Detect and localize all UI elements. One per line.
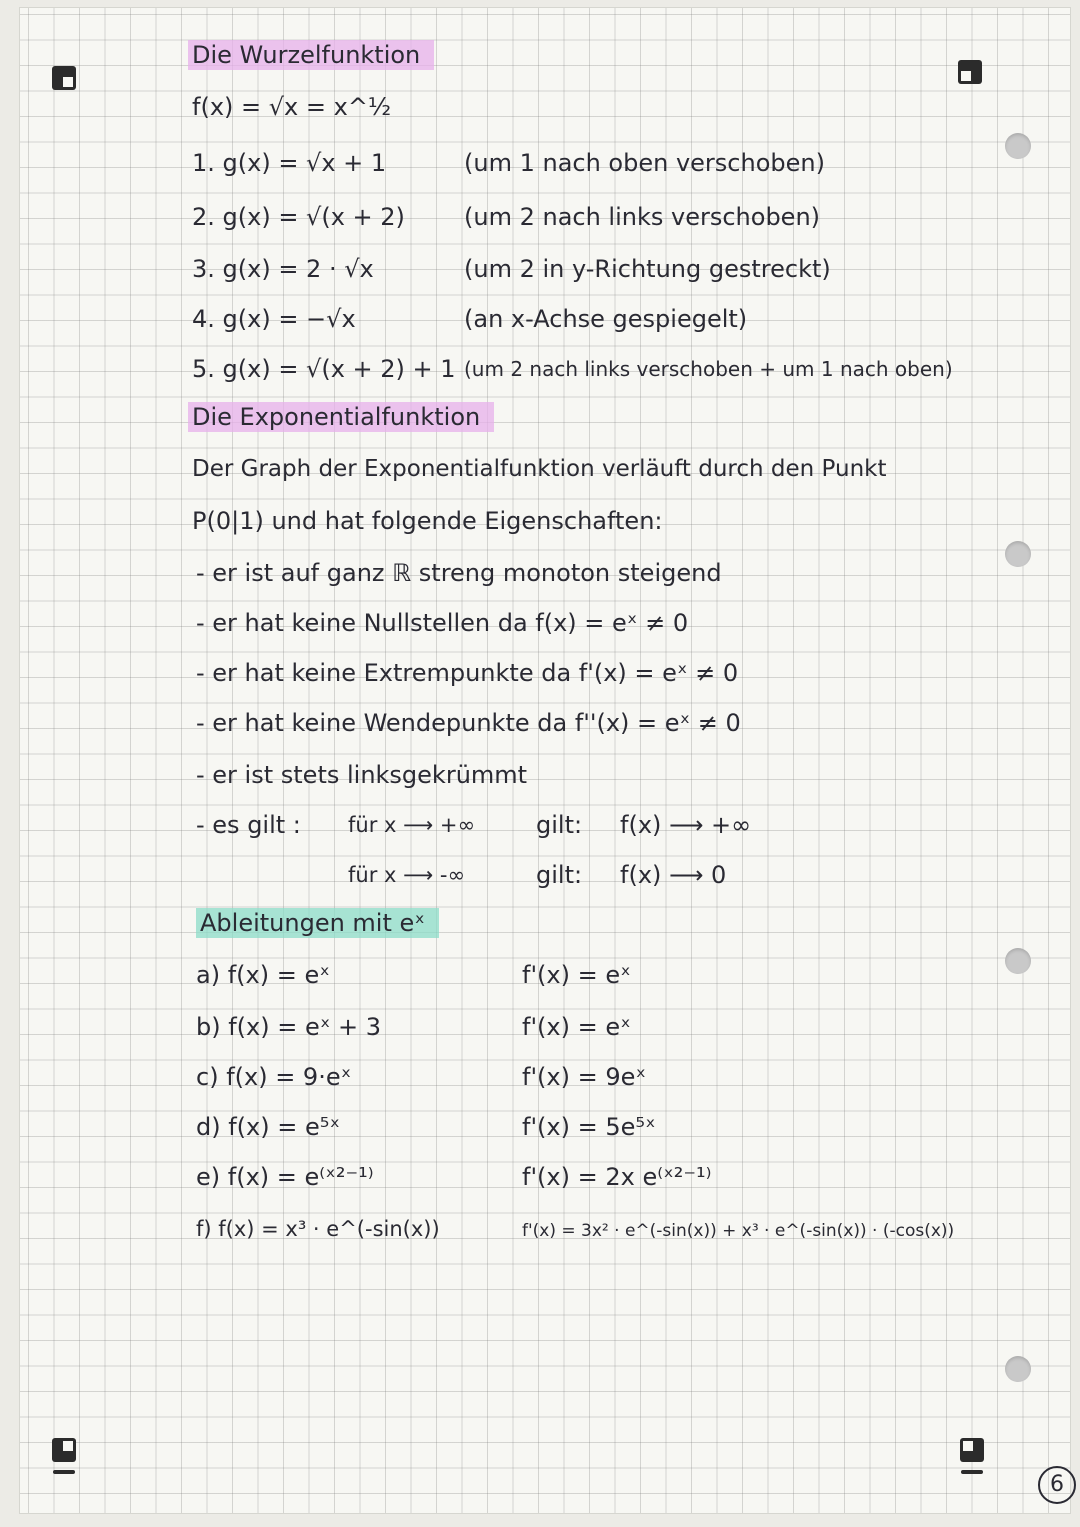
deriv-result-f: f'(x) = 3x² · e^(-sin(x)) + x³ · e^(-sin(x)) · (-cos(x)) [522, 1221, 955, 1241]
corner-bar-icon [961, 1470, 983, 1474]
binder-hole-icon [1005, 133, 1031, 159]
transform-note-2: (um 2 nach links verschoben) [464, 203, 821, 231]
deriv-function-f: f) f(x) = x³ · e^(-sin(x)) [196, 1217, 440, 1241]
binder-hole-icon [1005, 541, 1031, 567]
exp-intro-line-1: Der Graph der Exponentialfunktion verläuft durch den Punkt [192, 456, 887, 482]
deriv-function-b: b) f(x) = eˣ + 3 [196, 1013, 382, 1041]
binder-hole-icon [1005, 1356, 1031, 1382]
deriv-function-a: a) f(x) = eˣ [196, 961, 330, 989]
transform-note-3: (um 2 in y-Richtung gestreckt) [464, 255, 831, 283]
transform-eq-5: 5. g(x) = √(x + 2) + 1 [192, 355, 456, 383]
corner-bar-icon [53, 1470, 75, 1474]
corner-mark-icon [52, 66, 76, 90]
transform-note-4: (an x-Achse gespiegelt) [464, 305, 748, 333]
limit-cond-2: für x ⟶ -∞ [348, 863, 465, 887]
deriv-result-e: f'(x) = 2x e⁽ˣ²⁻¹⁾ [522, 1163, 712, 1191]
deriv-result-d: f'(x) = 5e⁵ˣ [522, 1113, 656, 1141]
sqrt-definition: f(x) = √x = x^½ [192, 93, 392, 121]
deriv-function-d: d) f(x) = e⁵ˣ [196, 1113, 341, 1141]
limit-result-2: f(x) ⟶ 0 [620, 861, 727, 889]
transform-eq-3: 3. g(x) = 2 · √x [192, 255, 374, 283]
exp-property-2: - er hat keine Nullstellen da f(x) = eˣ ≠ 0 [196, 609, 689, 637]
limit-gilt-1: gilt: [536, 811, 583, 839]
transform-eq-1: 1. g(x) = √x + 1 [192, 149, 387, 177]
corner-mark-icon [52, 1438, 76, 1462]
deriv-function-c: c) f(x) = 9·eˣ [196, 1063, 352, 1091]
sqrt-heading: Die Wurzelfunktion [188, 40, 434, 70]
grid-paper-sheet [20, 8, 1070, 1513]
page-number: 6 [1038, 1466, 1076, 1504]
exp-property-3: - er hat keine Extrempunkte da f'(x) = eˣ ≠ 0 [196, 659, 739, 687]
exp-heading: Die Exponentialfunktion [188, 402, 494, 432]
deriv-result-b: f'(x) = eˣ [522, 1013, 631, 1041]
limit-gilt-2: gilt: [536, 861, 583, 889]
transform-note-5: (um 2 nach links verschoben + um 1 nach oben) [464, 357, 953, 381]
transform-eq-4: 4. g(x) = −√x [192, 305, 356, 333]
exp-intro-line-2: P(0|1) und hat folgende Eigenschaften: [192, 507, 663, 535]
exp-property-4: - er hat keine Wendepunkte da f''(x) = eˣ ≠ 0 [196, 709, 741, 737]
limit-result-1: f(x) ⟶ +∞ [620, 811, 752, 839]
transform-note-1: (um 1 nach oben verschoben) [464, 149, 825, 177]
deriv-result-c: f'(x) = 9eˣ [522, 1063, 647, 1091]
exp-property-1: - er ist auf ganz ℝ streng monoton steigend [196, 559, 722, 587]
limit-cond-1: für x ⟶ +∞ [348, 813, 475, 837]
deriv-function-e: e) f(x) = e⁽ˣ²⁻¹⁾ [196, 1163, 374, 1191]
deriv-result-a: f'(x) = eˣ [522, 961, 631, 989]
exp-property-5: - er ist stets linksgekrümmt [196, 761, 528, 789]
corner-mark-icon [960, 1438, 984, 1462]
limits-label: - es gilt : [196, 811, 301, 839]
deriv-heading: Ableitungen mit eˣ [196, 908, 439, 938]
binder-hole-icon [1005, 948, 1031, 974]
corner-mark-icon [958, 60, 982, 84]
transform-eq-2: 2. g(x) = √(x + 2) [192, 203, 405, 231]
